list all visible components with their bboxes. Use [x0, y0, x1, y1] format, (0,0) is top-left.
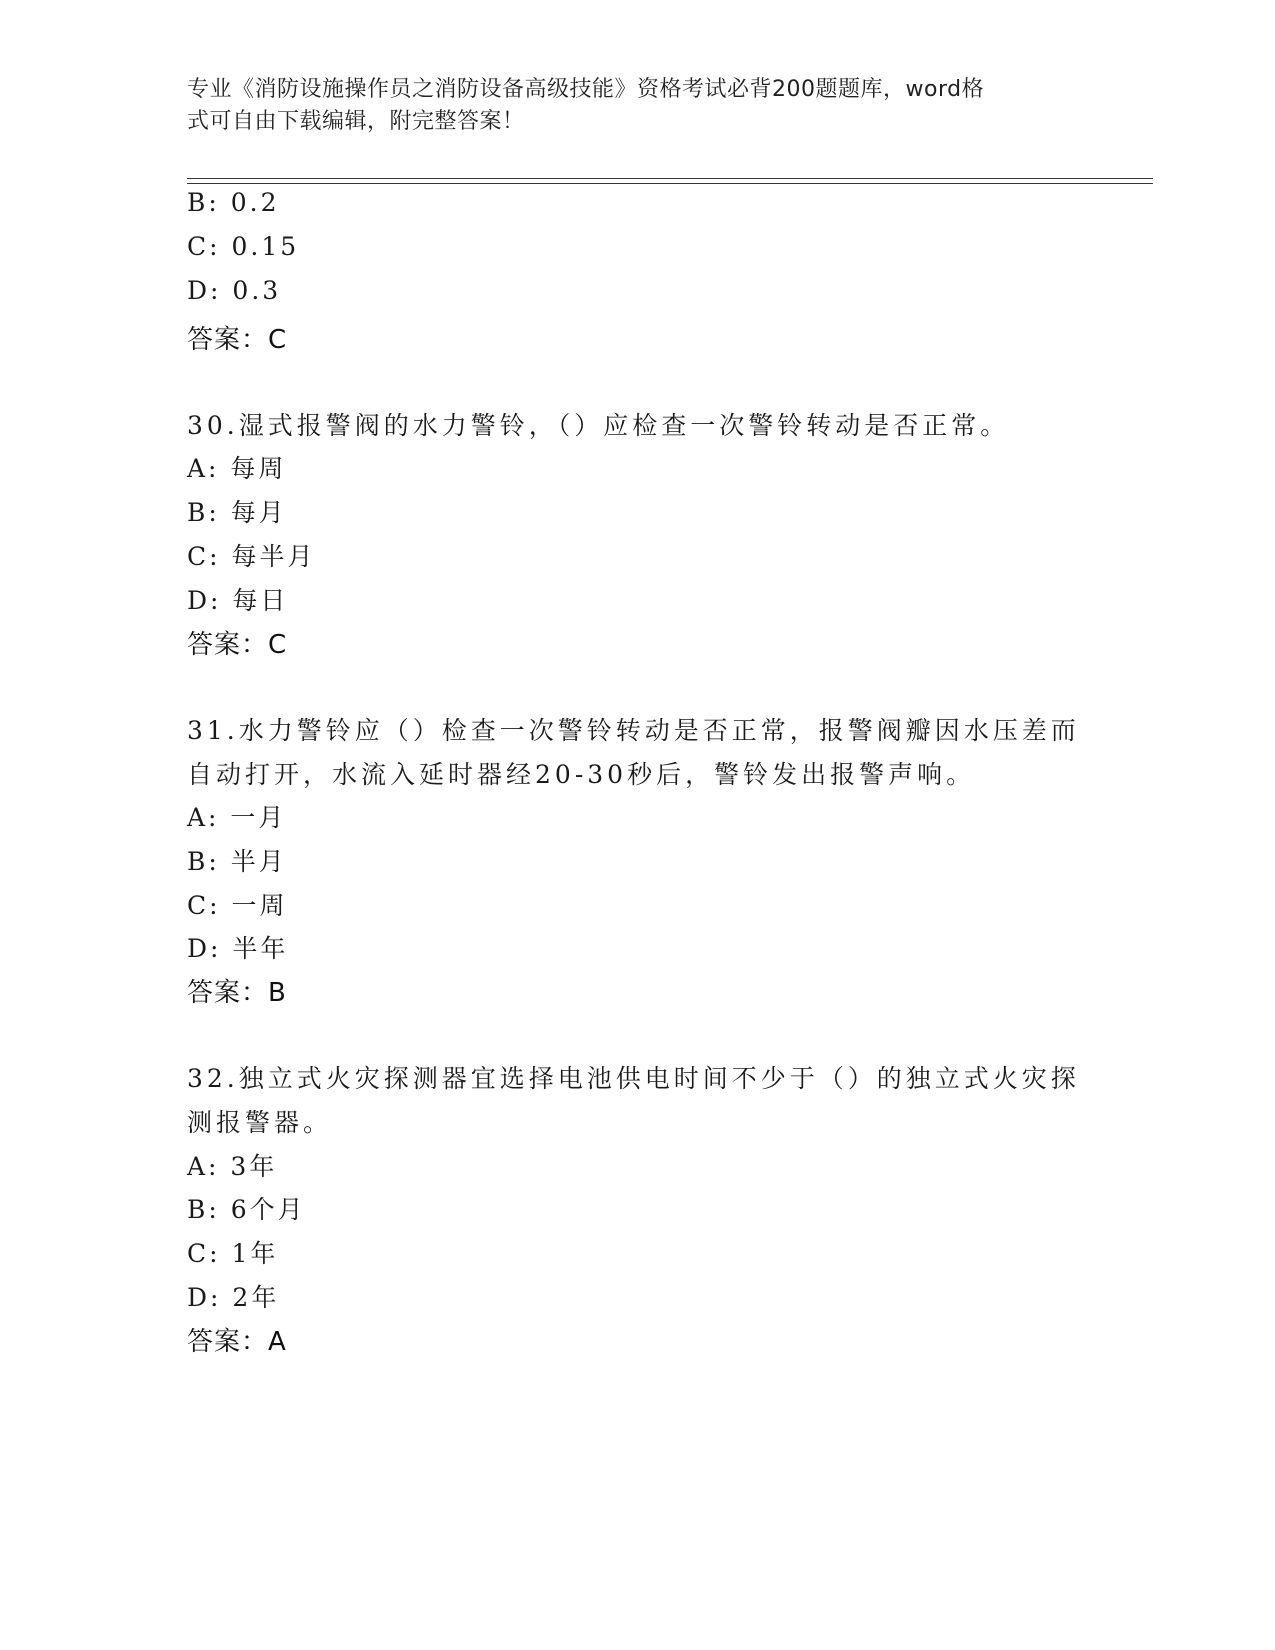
question-32-option-c: C: 1年 — [187, 1239, 279, 1268]
question-31-option-b: B: 半月 — [187, 847, 287, 876]
question-32-answer: 答案：A — [187, 1327, 287, 1357]
question-31-option-c: C: 一周 — [187, 891, 288, 920]
question-32-option-b: B: 6个月 — [187, 1195, 306, 1224]
question-31-text-line-2: 自动打开，水流入延时器经20-30秒后，警铃发出报警声响。 — [187, 760, 976, 789]
question-30-option-b: B: 每月 — [187, 498, 287, 527]
question-32-text-line-2: 测报警器。 — [187, 1108, 333, 1137]
question-32-option-a: A: 3年 — [187, 1152, 278, 1181]
question-30-text: 30.湿式报警阀的水力警铃，（）应检查一次警铃转动是否正常。 — [187, 411, 1010, 440]
question-30-option-d: D: 每日 — [187, 586, 289, 615]
question-31-answer: 答案：B — [187, 978, 287, 1008]
option-d: D: 0.3 — [187, 276, 282, 305]
question-30-answer: 答案：C — [187, 630, 288, 660]
header-divider-top — [187, 178, 1153, 179]
answer-line: 答案：C — [187, 325, 288, 355]
document-header — [187, 74, 1067, 138]
option-c: C: 0.15 — [187, 232, 300, 261]
question-31-option-a: A: 一月 — [187, 803, 287, 832]
question-30-option-c: C: 每半月 — [187, 542, 316, 571]
header-line-1: 专业《消防设施操作员之消防设备高级技能》资格考试必背200题题库，word格 — [187, 77, 985, 102]
question-30-option-a: A: 每周 — [187, 454, 287, 483]
question-31-option-d: D: 半年 — [187, 934, 289, 963]
header-line-2: 式可自由下载编辑，附完整答案！ — [187, 109, 525, 134]
header-divider-bottom — [187, 183, 1153, 184]
option-b: B: 0.2 — [187, 188, 280, 217]
question-31-text-line-1: 31.水力警铃应（）检查一次警铃转动是否正常，报警阀瓣因水压差而 — [187, 716, 1080, 745]
question-32-text-line-1: 32.独立式火灾探测器宜选择电池供电时间不少于（）的独立式火灾探 — [187, 1064, 1080, 1093]
question-32-option-d: D: 2年 — [187, 1283, 280, 1312]
